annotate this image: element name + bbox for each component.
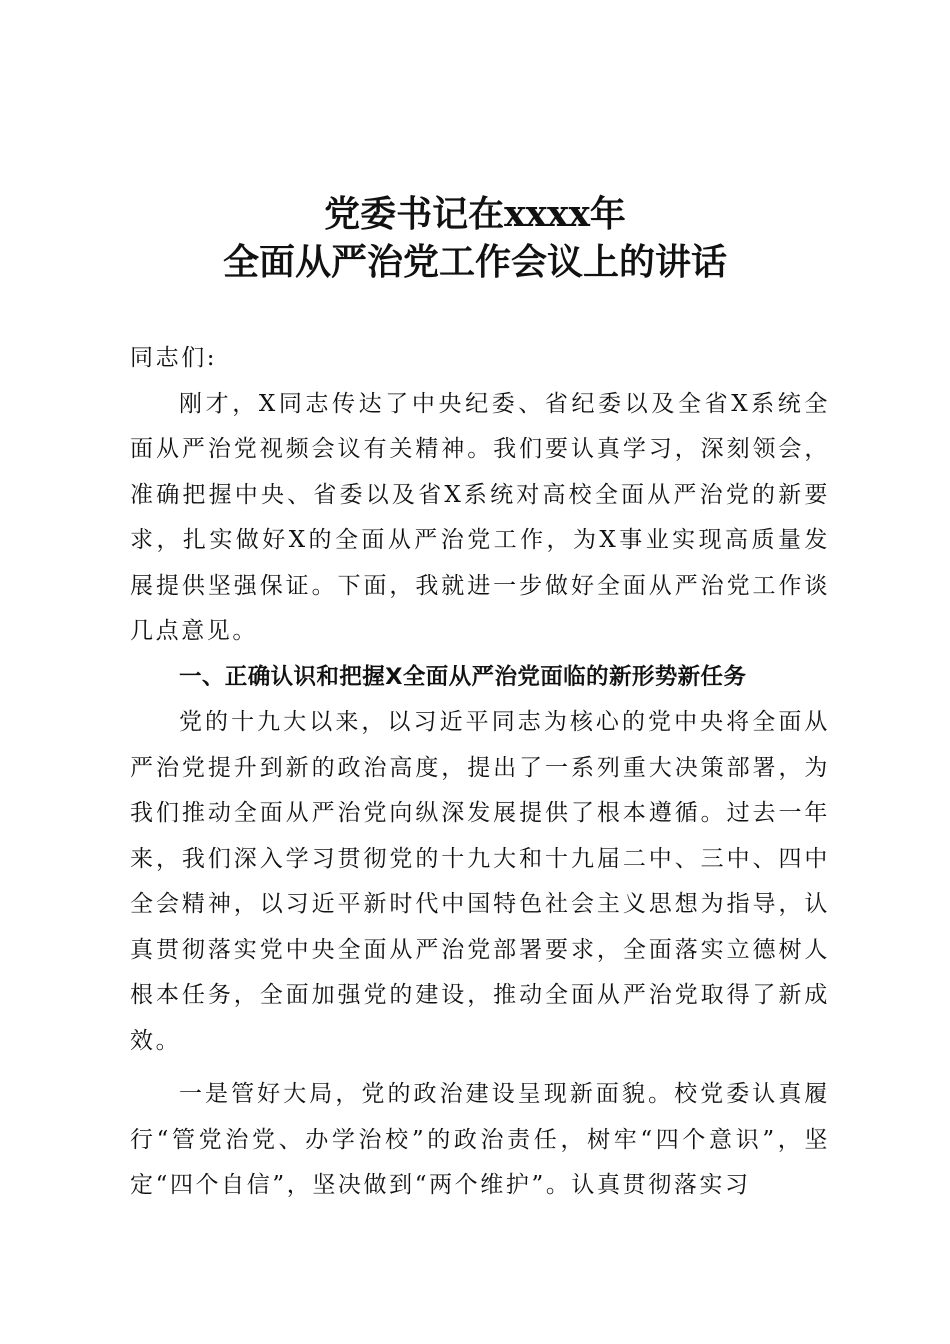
section-paragraph: 党的十九大以来，以习近平同志为核心的党中央将全面从严治党提升到新的政治高度，提出了一系列重大决策部署，为我们推动全面从严治党向纵深发展提供了根本遵循。过去一年来，我们深入学习贯彻党的十九大和十九届二中、三中、四中全会精神，以习近平新时代中国特色社会主义思想为指导，认真贯彻落实党中央全面从严治党部署要求，全面落实立德树人根本任务，全面加强党的建设，推动全面从严治党取得了新成效。 xyxy=(130,709,830,1054)
intro-paragraph: 刚才，X同志传达了中央纪委、省纪委以及全省X系统全面从严治党视频会议有关精神。我们要认真学习，深刻领会，准确把握中央、省委以及省X系统对高校全面从严治党的新要求，扎实做好X的全面从严治党工作，为X事业实现高质量发展提供坚强保证。下面，我就进一步做好全面从严治党工作谈几点意见。 xyxy=(130,390,830,644)
document-body xyxy=(130,336,830,1209)
section-paragraph: 一是管好大局，党的政治建设呈现新面貌。校党委认真履行“管党治党、办学治校”的政治责任，树牢“四个意识”，坚定“四个自信”，坚决做到“两个维护”。认真贯彻落实习 xyxy=(130,1081,830,1198)
document-title-line-1: 党委书记在xxxx年 xyxy=(324,193,626,235)
section-heading: 一、正确认识和把握X全面从严治党面临的新形势新任务 xyxy=(179,663,747,690)
document-title-line-2: 全面从严治党工作会议上的讲话 xyxy=(222,241,727,283)
salutation: 同志们: xyxy=(130,345,218,371)
